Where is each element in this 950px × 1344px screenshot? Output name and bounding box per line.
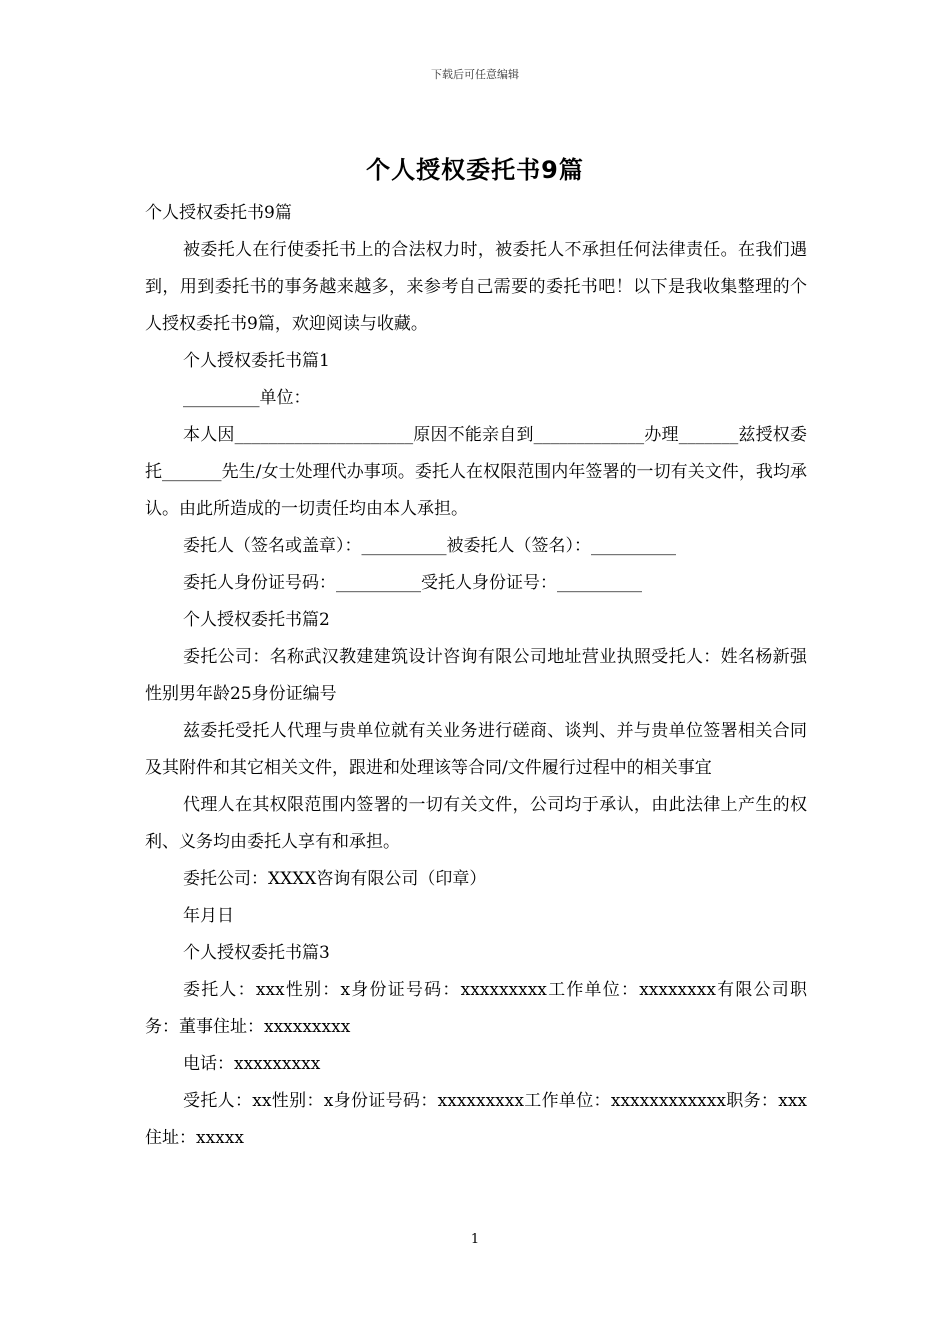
page-number: 1 [470,1232,480,1247]
signature-line: 委托人（签名或盖章）：__________被委托人（签名）：__________ [183,536,676,556]
section-heading-2: 个人授权委托书篇2 [183,610,330,630]
section-heading-1: 个人授权委托书篇1 [183,351,330,371]
intro-paragraph: 被委托人在行使委托书上的合法权力时，被委托人不承担任何法律责任。在我们遇到，用到委托书的事务越来越多，来参考自己需要的委托书吧！以下是我收集整理的个人授权委托书9篇，欢迎阅读与收藏。 [145,240,807,334]
addressee-line: _________单位： [183,388,311,408]
principal-info-paragraph: 委托人：xxx性别：x身份证号码：xxxxxxxxx工作单位：xxxxxxxx有限公司职务：董事住址：xxxxxxxxx [145,980,807,1037]
liability-paragraph: 代理人在其权限范围内签署的一切有关文件，公司均于承认，由此法律上产生的权利、义务均由委托人享有和承担。 [145,795,807,852]
authorization-paragraph: 本人因_____________________原因不能亲自到_____________办理_______兹授权委托_______先生/女士处理代办事项。委托人在权限范围内年签署的一切有关文件，我均承认。由此所造成的一切责任均由本人承担。 [145,425,807,519]
delegation-paragraph: 兹委托受托人代理与贵单位就有关业务进行磋商、谈判、并与贵单位签署相关合同及其附件和其它相关文件，跟进和处理该等合同/文件履行过程中的相关事宜 [145,721,807,778]
date-line: 年月日 [183,906,234,926]
subtitle-line: 个人授权委托书9篇 [145,203,292,223]
document-title: 个人授权委托书9篇 [366,156,584,184]
company-seal-line: 委托公司：XXXX咨询有限公司（印章） [183,869,487,889]
document-body [145,195,807,1157]
company-info-paragraph: 委托公司：名称武汉教建建筑设计咨询有限公司地址营业执照受托人：姓名杨新强性别男年龄25身份证编号 [145,647,807,704]
page-header: 下载后可任意编辑 [431,68,519,81]
id-number-line: 委托人身份证号码：__________受托人身份证号：__________ [183,573,642,593]
agent-info-paragraph: 受托人：xx性别：x身份证号码：xxxxxxxxx工作单位：xxxxxxxxxxxx职务：xxx住址：xxxxx [145,1091,807,1148]
section-heading-3: 个人授权委托书篇3 [183,943,330,963]
phone-line: 电话：xxxxxxxxx [183,1054,321,1074]
